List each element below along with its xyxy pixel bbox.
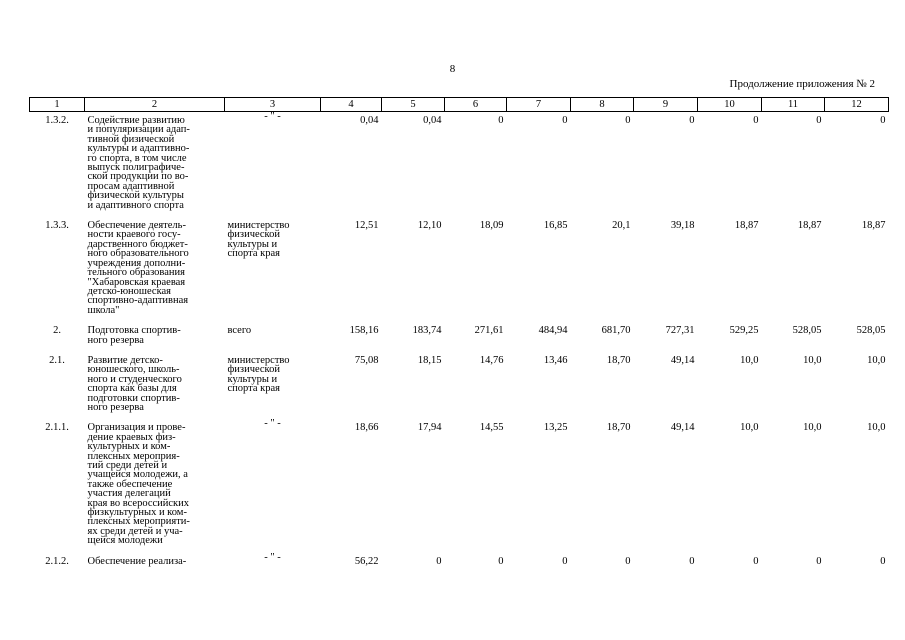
row-code: 2.1.1. [45,422,69,434]
row-value: 18,09 [479,220,504,232]
continuation-label: Продолжение приложения № 2 [729,78,875,90]
row-value: 16,85 [543,220,568,232]
appendix-table [29,97,889,573]
row-name: Организация и прове- дение краевых физ- культурных и ком- плексных мероприя- тий среди детей и учащейся молодежи, а также обеспечение участия делегаций края во всероссийских физкультурных и ком- плексных мероприяти- ях среди детей и уча- щейся молодежи [87,422,190,547]
column-header: 9 [634,98,698,112]
row-value: 18,15 [417,354,442,366]
row-value: 0 [436,555,442,567]
row-value: 13,25 [543,422,568,434]
row-executor: всего [227,325,252,337]
row-value: 0 [753,555,759,567]
row-value: 484,94 [538,325,568,337]
row-value: 18,66 [354,422,379,434]
row-value: 0 [562,555,568,567]
column-header: 6 [445,98,507,112]
row-value: 0 [880,555,886,567]
row-value: 10,0 [867,354,886,366]
row-value: 0 [689,115,695,126]
table-row [30,419,889,552]
row-value: 271,61 [474,325,504,337]
row-name: Обеспечение реализа- [87,555,187,567]
row-name: Обеспечение деятель- ности краевого госу- дарственного бюджет- ного образовательного учреждения дополни- тельного образования "Хабаровская краевая детско-юношеская спортивно-адаптивная школа" [87,220,189,316]
row-value: 10,0 [803,422,822,434]
row-executor: министерство физической культуры и спорта края [227,220,290,260]
row-executor: министерство физической культуры и спорта края [227,354,290,395]
row-value: 13,46 [543,354,568,366]
column-header: 12 [825,98,889,112]
row-value: 20,1 [612,220,631,232]
row-value: 17,94 [417,422,442,434]
row-value: 0 [816,115,822,126]
row-code: 2. [53,325,61,337]
row-value: 0 [625,115,631,126]
row-value: 56,22 [354,555,379,567]
table-row [30,112,889,218]
row-name: Содействие развитию и популяризации адап- тивной физической культуры и адаптивно- го спорта, в том числе выпуск полиграфиче- ской продукции по во- просам адаптивной физической культуры и адаптивного спорта [87,115,190,211]
column-header: 1 [30,98,85,112]
row-code: 2.1. [49,354,65,366]
row-value: 681,70 [601,325,631,337]
row-name: Подготовка спортив- ного резерва [87,325,181,346]
column-header: 5 [382,98,445,112]
row-value: 10,0 [867,422,886,434]
row-value: 10,0 [803,354,822,366]
row-executor: - " - [264,111,281,122]
page-number: 8 [449,63,456,75]
column-header: 3 [225,98,321,112]
column-header: 8 [571,98,634,112]
row-value: 0,04 [360,115,379,126]
table-row [30,217,889,322]
row-value: 0 [498,115,504,126]
row-value: 18,70 [606,422,631,434]
column-header: 11 [762,98,825,112]
row-value: 528,05 [856,325,886,337]
row-code: 1.3.2. [45,115,69,126]
row-value: 10,0 [740,422,759,434]
row-value: 12,51 [354,220,379,232]
table-row [30,352,889,419]
column-header: 10 [698,98,762,112]
row-code: 2.1.2. [45,555,69,567]
table-row [30,322,889,352]
row-executor: - " - [264,418,281,430]
row-value: 49,14 [670,422,695,434]
row-value: 18,70 [606,354,631,366]
row-value: 49,14 [670,354,695,366]
row-value: 18,87 [797,220,822,232]
row-value: 10,0 [740,354,759,366]
row-value: 158,16 [349,325,379,337]
column-header: 4 [321,98,382,112]
row-value: 0 [753,115,759,126]
row-executor: - " - [264,551,281,563]
row-value: 39,18 [670,220,695,232]
row-value: 0 [498,555,504,567]
row-value: 12,10 [417,220,442,232]
row-value: 0 [689,555,695,567]
header-row [30,98,889,112]
row-name: Развитие детско- юношеского, школь- ного и студенческого спорта как базы для подготовки спортив- ного резерва [87,354,182,413]
row-value: 0 [816,555,822,567]
row-value: 727,31 [665,325,695,337]
table-row [30,553,889,573]
row-value: 0 [562,115,568,126]
row-value: 75,08 [354,354,379,366]
row-value: 14,76 [479,354,504,366]
row-value: 18,87 [861,220,886,232]
row-value: 183,74 [412,325,442,337]
row-value: 14,55 [479,422,504,434]
row-value: 0 [880,115,886,126]
row-value: 528,05 [792,325,822,337]
column-header: 2 [85,98,225,112]
row-value: 0 [625,555,631,567]
row-value: 0,04 [423,115,442,126]
row-value: 529,25 [729,325,759,337]
row-code: 1.3.3. [45,220,69,232]
row-value: 18,87 [734,220,759,232]
column-header: 7 [507,98,571,112]
